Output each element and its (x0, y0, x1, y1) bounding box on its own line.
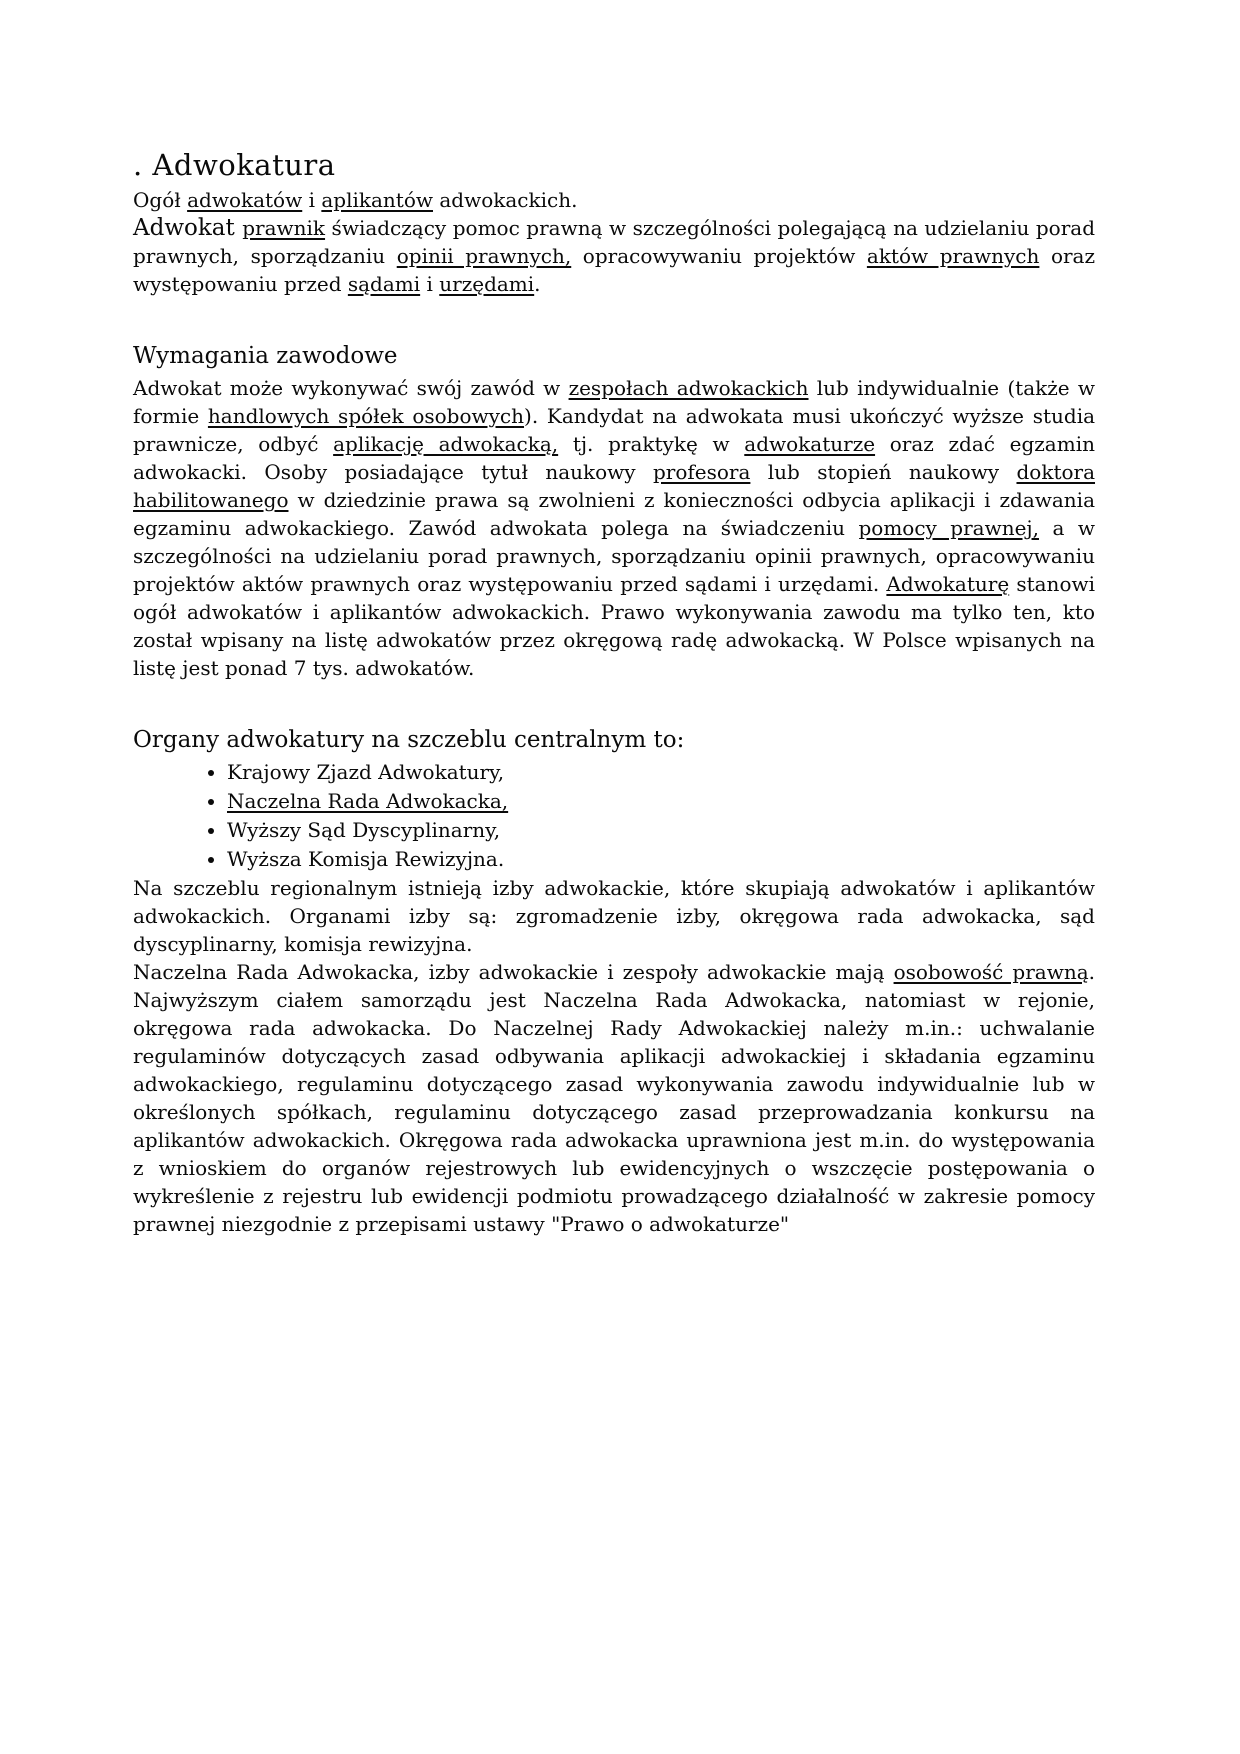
underlined-term: adwokaturze (744, 432, 876, 456)
text-run: Naczelna Rada Adwokacka, izby adwokackie i zespoły adwokackie mają (133, 960, 894, 984)
underlined-term: handlowych spółek osobowych (207, 404, 525, 428)
text-run: Ogół (133, 188, 188, 212)
text-run: ). Kandydat na adwokata musi ukończyć wyższe studia prawnicze, odbyć (133, 404, 1096, 456)
text-run: stanowi ogół adwokatów i aplikantów adwokackich. Prawo wykonywania zawodu ma tylko ten, kto został wpisany na listę adwokatów przez okręgową radę adwokacką. W Polsce wpisanych na listę jest ponad 7 tys. adwokatów. (133, 572, 1095, 680)
text-run: i (420, 272, 440, 296)
underlined-term: profesora (652, 460, 751, 484)
section-heading-organy-adwokatury: Organy adwokatury na szczeblu centralnym to: (133, 727, 685, 753)
underlined-term: osobowość prawną (893, 960, 1089, 984)
underlined-term: adwokatów (187, 188, 303, 212)
list-item-wyzszy-sad (227, 816, 1095, 845)
underlined-term: opinii prawnych, (396, 244, 572, 268)
text-run: . Najwyższym ciałem samorządu jest Naczelna Rada Adwokacka, natomiast w rejonie, okręgowa rada adwokacka. Do Naczelnej Rady Adwokackiej należy m.in.: uchwalanie regulaminów dotyczących zasad odbywania aplikacji adwokackiej i składania egzaminu adwokackiego, regulaminu dotyczącego zasad wykonywania zawodu indywidualnie lub w określonych spółkach, regulaminu dotyczącego zasad przeprowadzania konkursu na aplikantów adwokackich. Okręgowa rada adwokacka uprawniona jest m.in. do występowania z wnioskiem do organów rejestrowych lub ewidencyjnych o wszczęcie postępowania o wykreślenie z rejestru lub ewidencji podmiotu prowadzącego działalność w zakresie pomocy prawnej niezgodnie z przepisami ustawy "Prawo o adwokaturze" (133, 960, 1095, 1236)
intro-line (133, 186, 1095, 214)
text-run: Wyższy Sąd Dyscyplinarny, (227, 818, 501, 842)
text-run: lub indywidualnie (także w formie (133, 376, 1095, 428)
underlined-term: pomocy prawnej, (858, 516, 1039, 540)
underlined-term: aktów prawnych (866, 244, 1040, 268)
document-title (133, 148, 1095, 182)
underlined-term: zespołach adwokackich (568, 376, 809, 400)
section-heading-wymagania-zawodowe: Wymagania zawodowe (133, 343, 398, 369)
naczelna-rada-paragraph (133, 958, 1095, 1238)
definition-term: Adwokat (133, 215, 243, 241)
text-run: adwokackich. (433, 188, 578, 212)
underlined-term: prawnik (242, 216, 326, 240)
text-run: tj. praktykę w (558, 432, 745, 456)
underlined-term: Naczelna Rada Adwokacka, (227, 789, 509, 813)
underlined-term: urzędami (439, 272, 535, 296)
text-run: i (302, 188, 322, 212)
underlined-term: aplikację adwokacką, (333, 432, 559, 456)
underlined-term: doktora habilitowanego (133, 460, 1096, 512)
text-run: a w szczególności na udzielaniu porad prawnych, sporządzaniu opinii prawnych, opracowywaniu projektów aktów prawnych oraz występowaniu przed sądami i urzędami. (133, 516, 1095, 596)
text-run: w dziedzinie prawa są zwolnieni z konieczności odbycia aplikacji i zdawania egzaminu adwokackiego. Zawód adwokata polega na świadczeniu (133, 488, 1095, 540)
text-run: Wyższa Komisja Rewizyjna. (227, 847, 505, 871)
text-run: Krajowy Zjazd Adwokatury, (227, 760, 505, 784)
list-item-krajowy-zjazd (227, 758, 1095, 787)
list-item-naczelna-rada (227, 787, 1095, 816)
underlined-term: Adwokaturę (886, 572, 1010, 596)
text-run: lub stopień naukowy (750, 460, 1017, 484)
list-item-wyzsza-komisja (227, 845, 1095, 874)
organ-list (133, 758, 1095, 874)
underlined-term: aplikantów (321, 188, 433, 212)
wymagania-paragraph (133, 374, 1095, 682)
underlined-term: sądami (347, 272, 421, 296)
text-run: opracowywaniu projektów (571, 244, 867, 268)
regional-paragraph (133, 874, 1095, 958)
text-run: . Adwokatura (133, 148, 336, 182)
text-run: Na szczeblu regionalnym istnieją izby adwokackie, które skupiają adwokatów i aplikantów adwokackich. Organami izby są: zgromadzenie izby, okręgowa rada adwokacka, sąd dyscyplinarny, komisja rewizyjna. (133, 876, 1095, 956)
definition-paragraph (133, 214, 1095, 298)
text-run: Adwokat może wykonywać swój zawód w (133, 376, 569, 400)
text-run: . (534, 272, 541, 296)
text-run: oraz zdać egzamin adwokacki. Osoby posiadające tytuł naukowy (133, 432, 1095, 484)
text-run: oraz występowaniu przed (133, 244, 1096, 296)
text-run: świadczący pomoc prawną w szczególności polegającą na udzielaniu porad prawnych, sporządzaniu (133, 216, 1095, 268)
